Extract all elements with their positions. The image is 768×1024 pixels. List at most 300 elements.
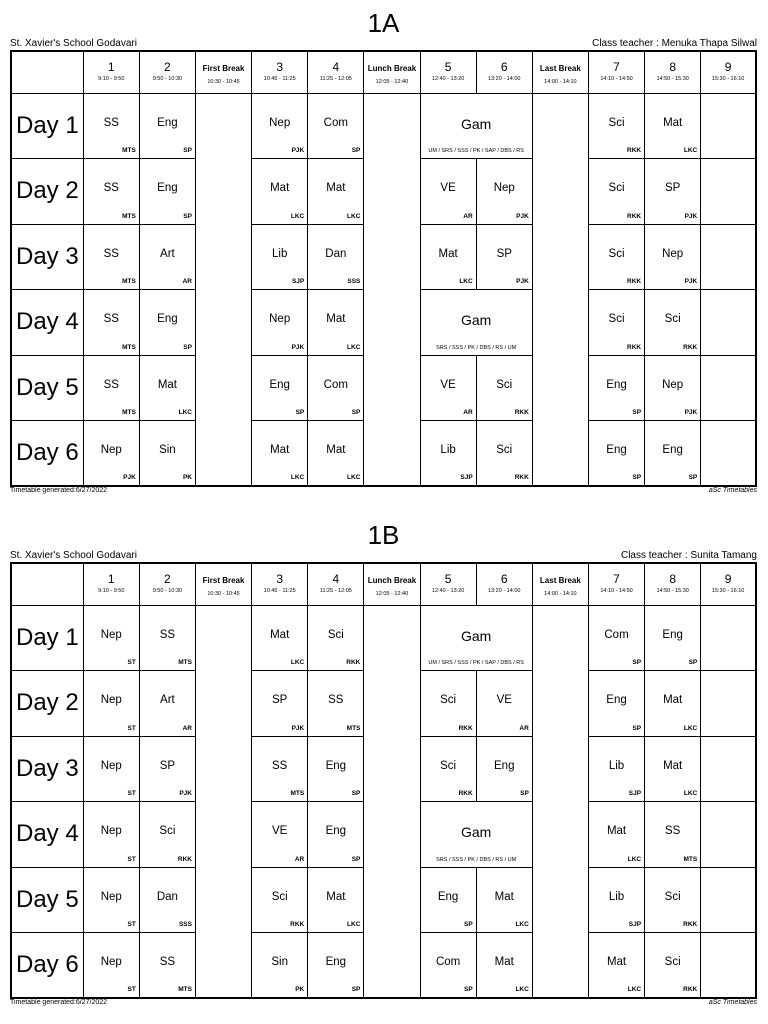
subject: Mat (326, 444, 346, 456)
lesson-cell (252, 224, 308, 290)
lesson-cell (701, 933, 756, 999)
day-label-cell (11, 355, 83, 421)
subject: Nep (100, 694, 122, 706)
lesson-cell (139, 224, 195, 290)
subject: Sci (608, 182, 625, 194)
teacher-code: MTS (178, 659, 192, 666)
lesson-cell (139, 421, 195, 487)
period-number: 1 (107, 572, 115, 586)
subject: SP (272, 694, 288, 706)
day-label: Day 1 (16, 623, 79, 651)
period-header (139, 51, 195, 93)
lesson-cell (645, 933, 701, 999)
lesson-cell (588, 290, 644, 356)
lesson-cell (83, 736, 139, 802)
subject: Dan (325, 247, 347, 260)
lesson-cell (252, 736, 308, 802)
period-number: 7 (613, 572, 620, 586)
subject: Mat (494, 890, 514, 903)
lesson-cell (645, 867, 701, 933)
subject: Sci (664, 956, 681, 968)
teacher-code: LKC (627, 986, 642, 993)
teacher-code: SP (183, 147, 192, 154)
subject: Eng (606, 444, 627, 456)
subject: Eng (325, 956, 347, 968)
subject: VE (272, 825, 288, 837)
lesson-cell (588, 802, 644, 868)
period-header (701, 51, 756, 93)
lesson-cell (139, 290, 195, 356)
teacher-code: PJK (291, 147, 305, 154)
subject: Sci (327, 628, 344, 641)
day-label-cell (11, 867, 83, 933)
period-number: 6 (500, 60, 508, 74)
teacher-code: RKK (683, 921, 698, 928)
lesson-cell (139, 355, 195, 421)
subject: Mat (270, 182, 290, 194)
teacher-code: RKK (683, 343, 698, 351)
teacher-code: ST (127, 986, 136, 993)
subject: Nep (100, 628, 122, 641)
lesson-cell (476, 736, 532, 802)
period-time: 10:30 - 10:45 (207, 591, 240, 597)
break-name: Lunch Break (367, 576, 417, 585)
teacher-code: MTS (178, 986, 192, 993)
subject: Eng (325, 825, 347, 837)
lesson-cell (139, 605, 195, 671)
lesson-cell (701, 159, 756, 225)
subject: Sci (496, 378, 513, 391)
lesson-cell (139, 802, 195, 868)
subject: Eng (157, 313, 178, 325)
lesson-cell (476, 421, 532, 487)
subject: Eng (662, 444, 683, 456)
subject: Mat (270, 444, 290, 456)
teacher-code: SP (351, 855, 361, 863)
period-time: 12:05 - 12:40 (375, 79, 409, 85)
period-time: 9:10 - 9:50 (98, 76, 125, 82)
subject: Mat (438, 247, 458, 260)
subject: SS (103, 378, 119, 391)
day-label-cell (11, 671, 83, 737)
subject: Gam (461, 115, 492, 132)
teacher-code: LKC (347, 343, 361, 351)
subject: SS (159, 628, 176, 641)
period-number: 5 (444, 60, 452, 74)
period-time: 12:40 - 13:20 (431, 588, 465, 594)
subject: SP (664, 182, 681, 194)
teacher-code: PJK (516, 278, 529, 285)
lesson-cell (308, 605, 364, 671)
teacher-code: LKC (683, 790, 698, 797)
subject: Com (323, 116, 348, 129)
day-label: Day 2 (16, 177, 79, 204)
teacher-code: LKC (290, 659, 305, 666)
day-label: Day 1 (16, 111, 79, 139)
day-label-cell (11, 933, 83, 999)
break-cell (532, 93, 588, 486)
lesson-cell (308, 159, 364, 225)
teacher-code: LKC (683, 724, 698, 732)
period-header (701, 563, 756, 605)
lesson-cell (308, 290, 364, 356)
subject: Nep (662, 378, 684, 391)
lesson-cell (83, 93, 139, 159)
subject: Lib (608, 759, 625, 772)
subject: Com (604, 628, 629, 641)
period-number: 7 (613, 60, 620, 74)
subject: Sci (159, 825, 176, 837)
subject: Lib (440, 444, 456, 456)
teacher-code: RKK (627, 343, 642, 351)
class-title: 1A (367, 8, 400, 38)
period-time: 10:45 - 11:25 (263, 588, 296, 594)
corner-cell (11, 563, 83, 605)
period-number: 3 (276, 60, 284, 74)
subject: Sci (608, 247, 625, 260)
lesson-cell (701, 867, 756, 933)
period-number: 1 (107, 60, 115, 74)
lesson-cell (420, 355, 476, 421)
subject: Lib (272, 247, 288, 260)
subject: SS (103, 247, 119, 260)
lesson-cell (701, 605, 756, 671)
subject: Mat (663, 116, 683, 129)
subject: Eng (437, 890, 459, 903)
teacher-code: MTS (122, 212, 136, 220)
period-number: 2 (164, 60, 171, 74)
teacher-code: SP (351, 790, 361, 797)
subject: Eng (269, 378, 290, 391)
subject: Gam (461, 312, 492, 328)
subject: Mat (606, 825, 627, 837)
lesson-cell (252, 421, 308, 487)
subject: SP (159, 759, 176, 772)
period-time: 9:50 - 10:30 (152, 76, 183, 82)
teacher-code: PJK (684, 278, 698, 285)
teacher-code: PJK (291, 724, 305, 732)
lesson-cell (645, 671, 701, 737)
period-number: 4 (332, 572, 340, 586)
teacher-code: LKC (515, 921, 529, 928)
lesson-cell (645, 290, 701, 356)
subject: Sci (440, 694, 457, 706)
subject: Sci (608, 116, 625, 129)
subject: Mat (326, 890, 346, 903)
lesson-cell (308, 802, 364, 868)
subject: Art (160, 247, 175, 260)
teacher-code: RKK (177, 855, 192, 863)
teacher-code: MTS (122, 278, 136, 285)
teacher-code: AR (182, 724, 192, 732)
period-header (252, 563, 308, 605)
period-time: 13:20 - 14:00 (488, 588, 521, 594)
lesson-cell (588, 224, 644, 290)
teacher-code: SJP (628, 921, 642, 928)
subject: SS (272, 759, 288, 772)
period-header (645, 563, 701, 605)
subject: Com (323, 378, 348, 391)
teacher-code: SP (295, 409, 305, 416)
subject: Sci (664, 890, 681, 903)
lesson-cell (701, 736, 756, 802)
period-header (588, 51, 644, 93)
subject: Mat (663, 759, 683, 772)
lesson-cell (139, 933, 195, 999)
teacher-code: SP (632, 474, 642, 481)
lesson-cell (83, 159, 139, 225)
subject: Nep (269, 313, 291, 325)
teacher-code: AR (182, 278, 192, 285)
teacher-code: RKK (514, 474, 529, 481)
lesson-cell (139, 867, 195, 933)
lesson-cell (588, 355, 644, 421)
subject: Sci (440, 759, 457, 772)
lesson-cell (701, 290, 756, 356)
subject: Mat (606, 956, 627, 968)
teacher-code: AR (519, 724, 529, 732)
teacher-code: LKC (515, 986, 529, 993)
class-title: 1B (367, 520, 400, 550)
lesson-cell (83, 867, 139, 933)
period-time: 14:10 - 14:50 (600, 588, 633, 594)
teacher-code: RKK (290, 921, 305, 928)
subject: Mat (326, 313, 346, 325)
subject: Eng (606, 694, 627, 706)
teacher-code: SP (351, 986, 361, 993)
lesson-cell (588, 933, 644, 999)
period-header (83, 51, 139, 93)
teacher-code: PJK (123, 474, 136, 481)
subject: Nep (100, 890, 122, 903)
subject: VE (440, 378, 456, 391)
timetable-grid (10, 562, 757, 999)
subject: SS (103, 313, 119, 325)
teacher-code: ST (127, 855, 136, 863)
teacher-code: MTS (346, 724, 361, 732)
period-time: 15:30 - 16:10 (711, 76, 745, 82)
teacher-code: AR (463, 409, 473, 416)
break-cell (364, 605, 420, 998)
teacher-code: ST (127, 790, 136, 797)
lesson-cell (252, 867, 308, 933)
subject: Eng (494, 759, 515, 772)
break-header (195, 563, 251, 605)
day-label: Day 3 (16, 754, 79, 782)
lesson-cell (420, 290, 532, 356)
period-header (308, 563, 364, 605)
teacher-code: LKC (290, 212, 305, 220)
lesson-cell (420, 671, 476, 737)
subject: Nep (100, 956, 122, 968)
lesson-cell (308, 93, 364, 159)
subject: Eng (157, 116, 178, 129)
day-row (11, 93, 756, 159)
teacher-code: RKK (627, 212, 642, 220)
lesson-cell (588, 421, 644, 487)
teacher-code: ST (127, 921, 136, 928)
corner-cell (11, 51, 83, 93)
lesson-cell (420, 224, 476, 290)
lesson-cell (645, 421, 701, 487)
period-number: 4 (332, 60, 340, 74)
period-time: 10:30 - 10:45 (207, 79, 240, 85)
day-label-cell (11, 159, 83, 225)
teacher-code: UM / SRS / SSS / PK / SAP / DBS / RS (428, 660, 524, 666)
lesson-cell (701, 93, 756, 159)
teacher-code: SP (183, 343, 192, 351)
lesson-cell (252, 605, 308, 671)
subject: SS (103, 182, 119, 194)
lesson-cell (83, 933, 139, 999)
lesson-cell (476, 867, 532, 933)
teacher-code: LKC (347, 921, 361, 928)
lesson-cell (252, 355, 308, 421)
period-header (588, 563, 644, 605)
subject: VE (496, 694, 512, 706)
lesson-cell (308, 933, 364, 999)
subject: Lib (608, 890, 625, 903)
lesson-cell (645, 802, 701, 868)
lesson-cell (701, 802, 756, 868)
lesson-cell (139, 736, 195, 802)
lesson-cell (139, 159, 195, 225)
period-header (645, 51, 701, 93)
break-cell (195, 605, 251, 998)
teacher-code: PJK (179, 790, 192, 797)
subject: Nep (100, 825, 122, 837)
lesson-cell (139, 93, 195, 159)
lesson-cell (308, 671, 364, 737)
header-row (11, 51, 756, 93)
lesson-cell (83, 605, 139, 671)
break-header (364, 563, 420, 605)
subject: Sci (664, 313, 681, 325)
day-label-cell (11, 93, 83, 159)
teacher-code: SP (351, 409, 361, 416)
period-time: 9:50 - 10:30 (152, 588, 183, 594)
lesson-cell (308, 421, 364, 487)
teacher-code: SP (464, 986, 473, 993)
subject: Dan (156, 890, 178, 903)
lesson-cell (83, 224, 139, 290)
lesson-cell (252, 159, 308, 225)
teacher-code: MTS (290, 790, 305, 797)
day-label: Day 6 (16, 951, 79, 978)
period-time: 14:50 - 15:30 (656, 588, 689, 594)
lesson-cell (420, 933, 476, 999)
teacher-code: SRS / SSS / PK / DBS / RS / UM (436, 344, 517, 351)
lesson-cell (645, 159, 701, 225)
class-teacher: Class teacher : Sunita Tamang (620, 550, 757, 561)
period-time: 14:10 - 14:50 (600, 76, 633, 82)
subject: Nep (100, 759, 122, 772)
teacher-code: RKK (458, 790, 473, 797)
lesson-cell (476, 355, 532, 421)
period-time: 14:00 - 14:10 (544, 591, 577, 597)
break-cell (532, 605, 588, 998)
period-number: 8 (669, 572, 676, 586)
teacher-code: PJK (516, 212, 529, 220)
lesson-cell (588, 93, 644, 159)
lesson-cell (83, 802, 139, 868)
lesson-cell (83, 421, 139, 487)
day-row (11, 605, 756, 671)
teacher-code: AR (294, 855, 305, 863)
period-number: 3 (276, 572, 284, 586)
lesson-cell (476, 933, 532, 999)
period-time: 11:25 - 12:05 (319, 76, 352, 82)
subject: Mat (270, 628, 290, 641)
teacher-code: PJK (291, 343, 305, 351)
lesson-cell (308, 224, 364, 290)
break-name: Last Break (539, 576, 581, 585)
software-brand: aSc Timetables (708, 999, 757, 1006)
period-header (476, 51, 532, 93)
teacher-code: LKC (178, 409, 192, 416)
teacher-code: MTS (683, 855, 698, 863)
period-number: 6 (500, 572, 508, 586)
lesson-cell (139, 671, 195, 737)
break-header (532, 563, 588, 605)
break-header (532, 51, 588, 93)
lesson-cell (420, 159, 476, 225)
subject: Nep (493, 182, 515, 194)
teacher-code: MTS (122, 147, 136, 154)
subject: Mat (663, 694, 683, 706)
period-time: 15:30 - 16:10 (711, 588, 745, 594)
subject: Gam (461, 824, 492, 840)
lesson-cell (420, 736, 476, 802)
subject: VE (440, 182, 456, 194)
subject: Nep (662, 247, 684, 260)
teacher-code: SP (183, 212, 192, 220)
lesson-cell (645, 605, 701, 671)
period-number: 5 (444, 572, 452, 586)
teacher-code: UM / SRS / SSS / PK / SAP / DBS / RS (428, 148, 524, 154)
teacher-code: RKK (627, 147, 642, 154)
day-label: Day 4 (16, 820, 79, 847)
subject: Sin (159, 444, 176, 456)
lesson-cell (420, 802, 532, 868)
lesson-cell (701, 224, 756, 290)
teacher-code: SP (632, 724, 642, 732)
teacher-code: PJK (684, 212, 698, 220)
lesson-cell (252, 671, 308, 737)
teacher-code: SP (351, 147, 361, 154)
teacher-code: PK (295, 986, 305, 993)
break-header (364, 51, 420, 93)
day-label-cell (11, 802, 83, 868)
teacher-code: LKC (347, 212, 361, 220)
teacher-code: ST (127, 724, 136, 732)
subject: SS (103, 116, 119, 129)
period-number: 9 (724, 572, 732, 586)
lesson-cell (645, 355, 701, 421)
subject: Mat (157, 378, 177, 391)
teacher-code: AR (463, 212, 473, 220)
teacher-code: ST (127, 659, 136, 666)
period-time: 14:00 - 14:10 (544, 79, 577, 85)
timetable-block (10, 520, 757, 1020)
teacher-code: SP (520, 790, 529, 797)
subject: SS (664, 825, 681, 837)
teacher-code: LKC (459, 278, 473, 285)
day-label-cell (11, 224, 83, 290)
break-header (195, 51, 251, 93)
lesson-cell (83, 671, 139, 737)
day-label: Day 3 (16, 242, 79, 270)
